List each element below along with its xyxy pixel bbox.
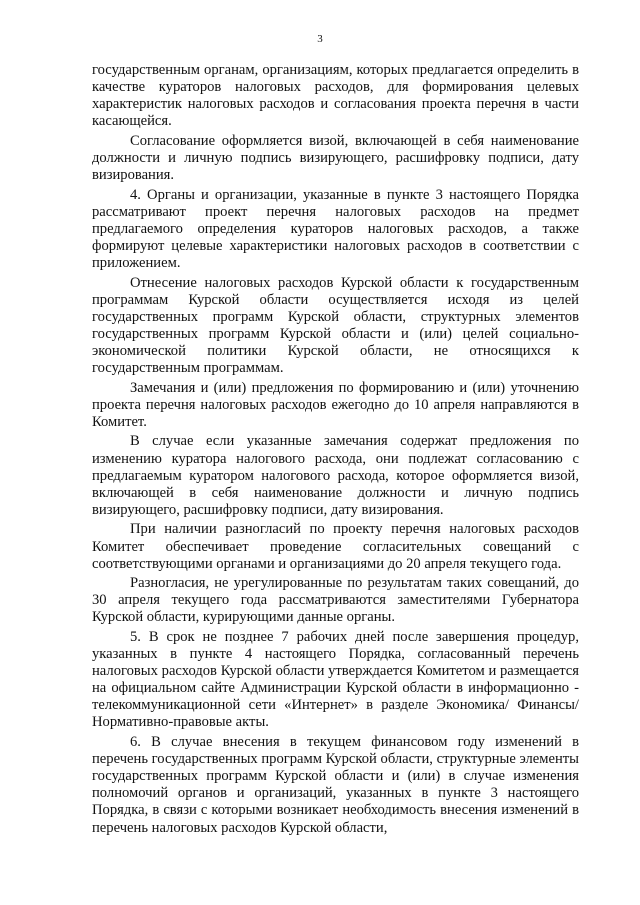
paragraph-remarks: Замечания и (или) предложения по формированию и (или) уточнению проекта перечня налоговых расходов ежегодно до 10 апреля направляются в Комитет. [92, 379, 579, 430]
paragraph-item-5: 5. В срок не позднее 7 рабочих дней после завершения процедур, указанных в пункте 4 настоящего Порядка, согласованный перечень налоговых расходов Курской области утверждается Комитетом и размещается на официальном сайте Администрации Курской области в информационно - телекоммуникационной сети «Интернет» в разделе Экономика/ Финансы/ Нормативно-правовые акты. [92, 629, 579, 731]
paragraph-curator-change: В случае если указанные замечания содержат предложения по изменению куратора налогового расхода, они подлежат согласованию с предлагаемым куратором налогового расхода, которое оформляется визой, включающей в себя наименование должности и личную подпись визирующего, расшифровку подписи, дату визирования. [92, 433, 579, 518]
page-number: 3 [317, 33, 323, 45]
document-body [92, 62, 579, 839]
paragraph-approval-visa: Согласование оформляется визой, включающей в себя наименование должности и личную подпись визирующего, расшифровку подписи, дату визирования. [92, 132, 579, 184]
paragraph-continuation: государственным органам, организациям, которых предлагается определить в качестве кураторов налоговых расходов, для формирования целевых характеристик налоговых расходов и согласования проекта перечня в части касающейся. [92, 62, 579, 130]
paragraph-program-assignment: Отнесение налоговых расходов Курской области к государственным программам Курской области осуществляется исходя из целей государственных программ Курской области, структурных элементов государственных программ Курской области и (или) целей социально-экономической политики Курской области, не относящихся к государственным программам. [92, 274, 579, 377]
paragraph-unresolved-disagreements: Разногласия, не урегулированные по результатам таких совещаний, до 30 апреля текущего года рассматриваются заместителями Губернатора Курской области, курирующими данные органы. [92, 575, 579, 626]
paragraph-disagreements: При наличии разногласий по проекту перечня налоговых расходов Комитет обеспечивает проведение согласительных совещаний с соответствующими органами и организациями до 20 апреля текущего года. [92, 521, 579, 572]
paragraph-item-4: 4. Органы и организации, указанные в пункте 3 настоящего Порядка рассматривают проект перечня налоговых расходов на предмет предлагаемого определения кураторов налоговых расходов, а также формируют целевые характеристики налоговых расходов в соответствии с приложением. [92, 186, 579, 272]
paragraph-item-6: 6. В случае внесения в текущем финансовом году изменений в перечень государственных программ Курской области, структурные элементы государственных программ Курской области и (или) в случае изменения полномочий органов и организаций, указанных в пункте 3 настоящего Порядка, в связи с которыми возникает необходимость внесения изменений в перечень налоговых расходов Курской области, [92, 734, 579, 836]
